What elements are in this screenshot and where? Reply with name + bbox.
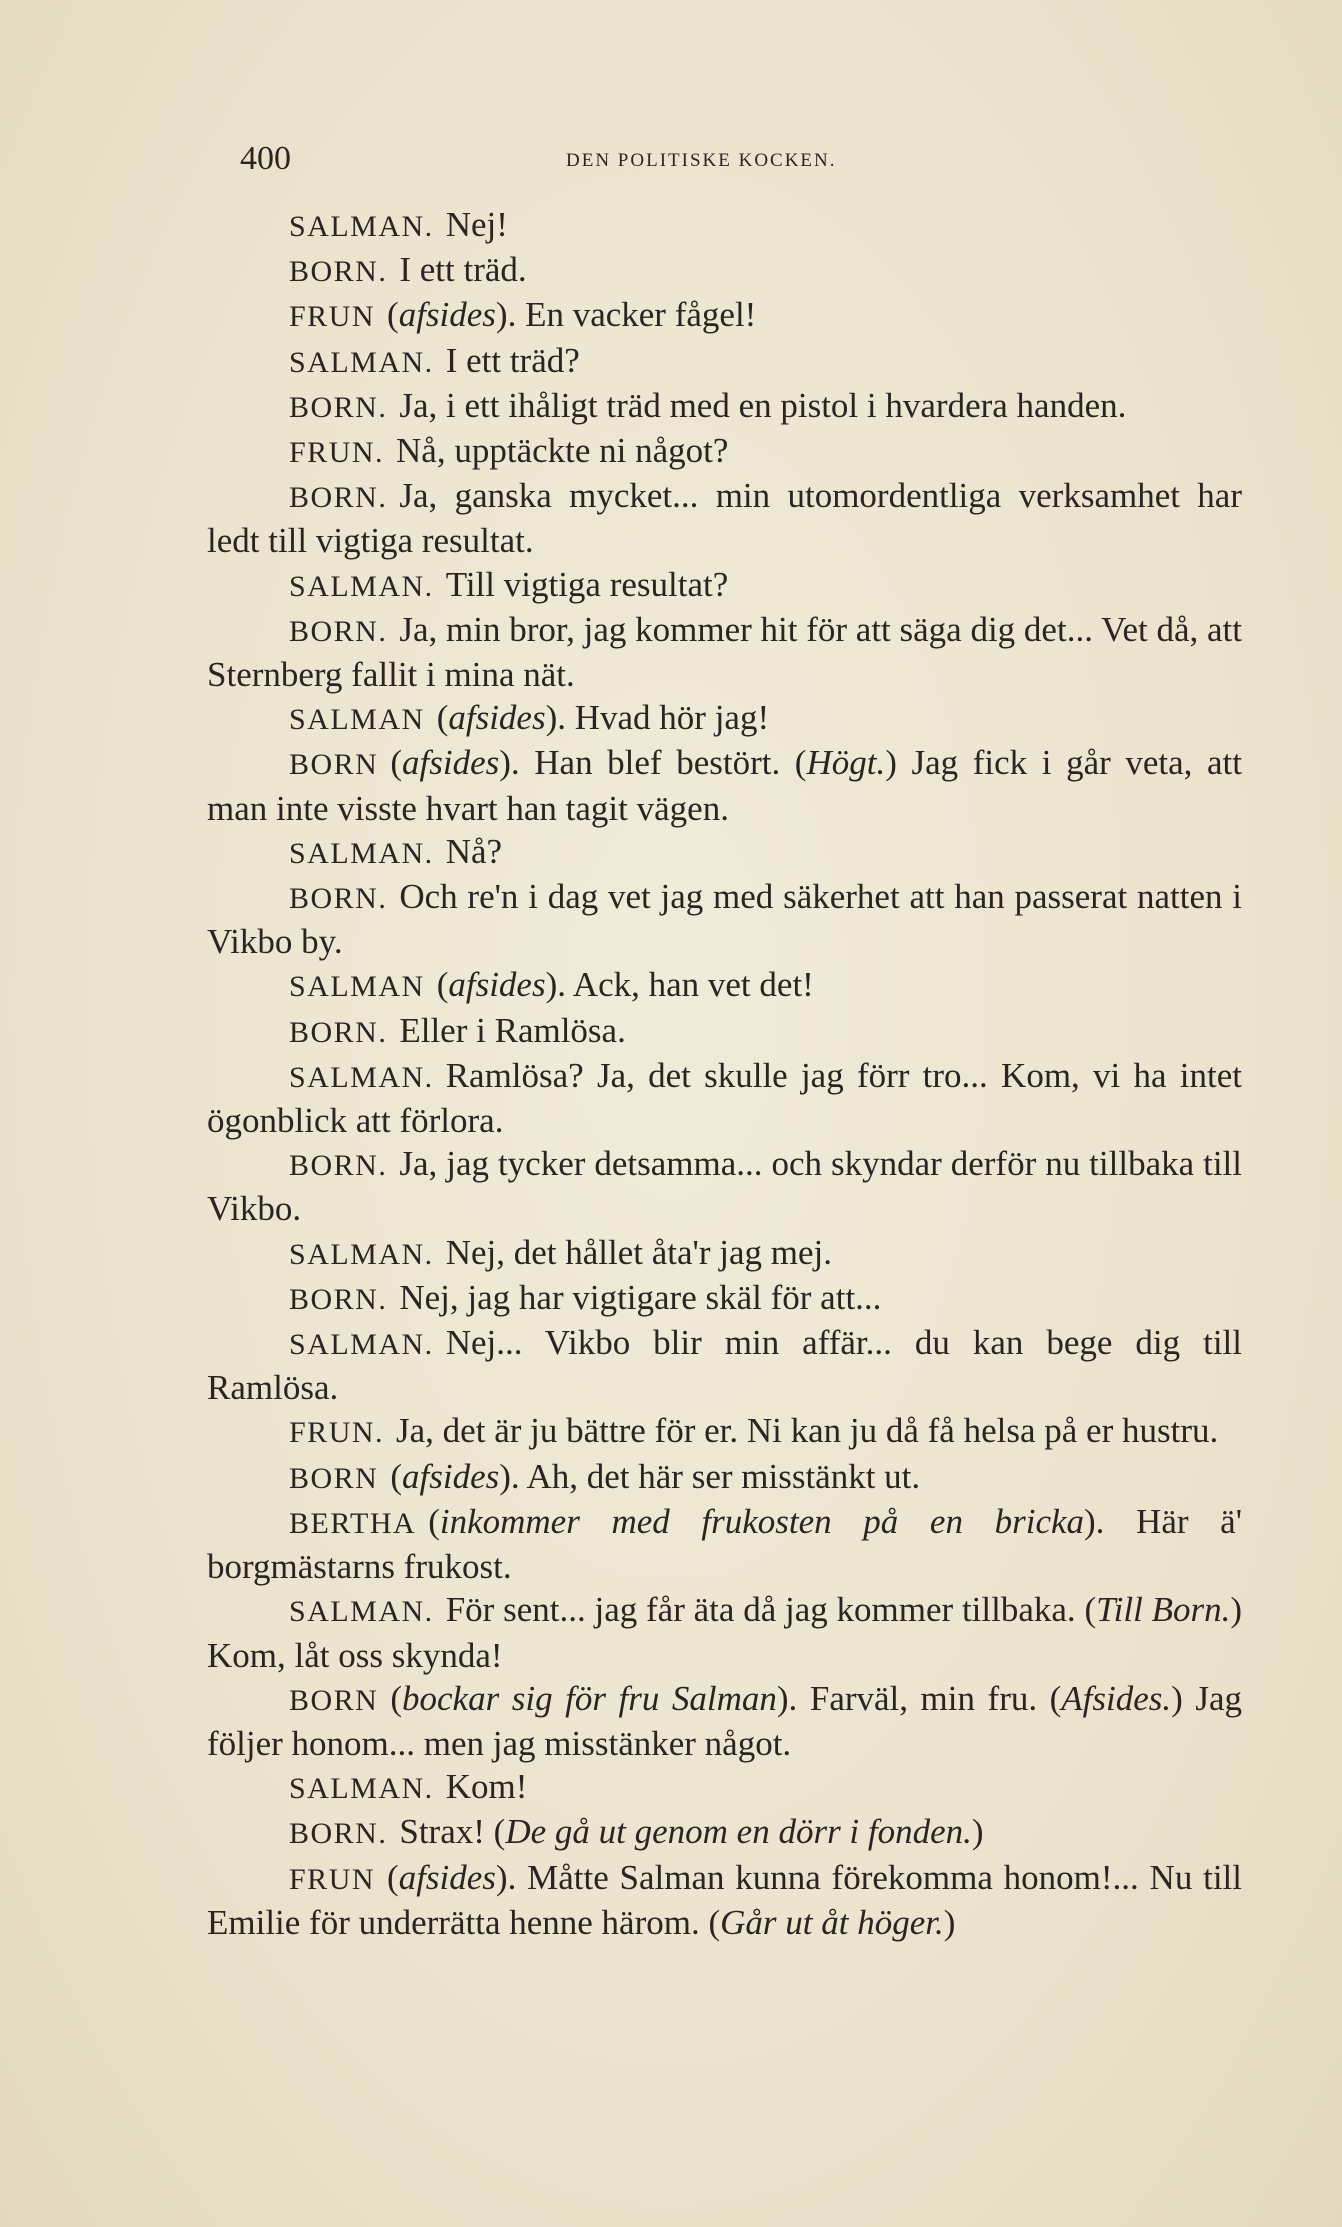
speaker-name: BORN [289,1683,379,1717]
speech-text: Nå? [445,831,503,871]
speech-text: ( [436,698,449,738]
speech-text: Nej... Vikbo blir min affär... du kan bege dig till Ramlösa. [207,1323,1242,1408]
speech-text: ) Jag fick i går veta, att man inte visste hvart han tagit vägen. [207,743,1243,828]
speech-text: Ja, i ett ihåligt träd med en pistol i hvardera handen. [399,385,1127,425]
speech-text: ( [387,1857,399,1897]
dialogue-line [207,429,1242,474]
dialogue-line [207,563,1242,608]
speech-text: Till vigtiga resultat? [445,564,729,604]
speaker-name: FRUN. [289,436,385,470]
speech-text: Nej, det hållet åta'r jag mej. [445,1232,832,1272]
stage-direction: bockar sig för fru Salman [402,1678,777,1718]
speech-text: Nej! [445,205,508,244]
dialogue-line [207,1677,1242,1765]
speaker-name: SALMAN. [289,1772,434,1806]
stage-direction: afsides [398,295,496,335]
running-head [240,140,1110,190]
speaker-name: BORN. [289,1015,388,1049]
speaker-name: SALMAN. [289,1060,434,1094]
speaker-name: BORN [289,1461,379,1495]
speech-text: ( [390,743,403,783]
speech-text: Ja, jag tycker detsamma... och skyndar derför nu tillbaka till Vikbo. [207,1144,1242,1229]
stage-direction: afsides [398,1857,496,1897]
speech-text: ). Hvad hör jag! [545,698,770,738]
dialogue-line [207,1321,1242,1409]
dialogue-line [207,1500,1242,1588]
speech-text: För sent... jag får äta då jag kommer tillbaka. ( [445,1590,1097,1630]
speech-text: Och re'n i dag vet jag med säkerhet att han passerat natten i Vikbo by. [207,877,1242,962]
dialogue-line [207,339,1242,384]
dialogue-line [207,1009,1242,1054]
dialogue-line [207,830,1242,875]
stage-direction: Högt. [806,743,886,783]
speaker-name: BERTHA [289,1506,417,1540]
speech-text: ) Jag följer honom... men jag misstänker något. [207,1678,1243,1763]
speech-text: Eller i Ramlösa. [399,1010,626,1050]
speech-text: Ja, det är ju bättre för er. Ni kan ju då få helsa på er hustru. [396,1411,1219,1451]
speaker-name: FRUN [289,300,376,334]
stage-direction: afsides [402,1456,500,1496]
dialogue-line [207,293,1242,338]
speaker-name: BORN. [289,614,388,648]
dialogue-text [207,203,1242,1944]
dialogue-line [207,1455,1242,1500]
speech-text: ( [387,295,399,335]
speaker-name: BORN. [289,1282,388,1316]
speaker-name: SALMAN. [289,345,434,379]
stage-direction: Går ut åt höger. [720,1902,944,1942]
dialogue-line [207,1409,1242,1454]
speech-text: ). Måtte Salman kunna förekomma honom!... Nu till Emilie för underrätta henne härom. ( [207,1857,1242,1942]
speech-text: ). Ack, han vet det! [545,965,814,1005]
speech-text: ). Farväl, min fru. ( [776,1678,1062,1718]
speech-text: Kom! [445,1767,528,1807]
speaker-name: SALMAN. [289,1595,434,1629]
dialogue-line [207,384,1242,429]
speaker-name: BORN. [289,1817,388,1851]
speaker-name: SALMAN. [289,1237,434,1271]
speech-text: ( [436,965,449,1005]
speech-text: ( [428,1501,440,1541]
speaker-name: FRUN [289,1862,376,1896]
speaker-name: SALMAN [289,970,425,1004]
speech-text: ). Här ä' borgmästarns frukost. [207,1501,1242,1587]
speech-text: Nå, upptäckte ni något? [396,431,729,471]
running-title: DEN POLITISKE KOCKEN. [566,150,837,171]
dialogue-line [207,1810,1242,1855]
speaker-name: SALMAN. [289,836,434,870]
speech-text: Ja, min bror, jag kommer hit för att säga dig det... Vet då, att Sternberg fallit i mina nät. [207,609,1242,695]
speech-text: Strax! ( [399,1812,506,1852]
stage-direction: De gå ut genom en dörr i fonden. [505,1812,972,1852]
speaker-name: SALMAN. [289,1328,434,1362]
dialogue-line [207,875,1242,963]
speaker-name: SALMAN. [289,569,434,603]
stage-direction: afsides [402,743,500,783]
dialogue-line [207,248,1242,293]
speech-text: ). Ah, det här ser misstänkt ut. [499,1456,921,1496]
speaker-name: BORN. [289,255,388,289]
stage-direction: inkommer med frukosten på en bricka [439,1501,1085,1541]
dialogue-line [207,741,1242,829]
stage-direction: Till Born. [1096,1590,1231,1630]
dialogue-line [207,203,1242,248]
dialogue-line [207,1765,1242,1810]
dialogue-line [207,474,1242,562]
speech-text: Ja, ganska mycket... min utomordentliga verksamhet har ledt till vigtiga resultat. [207,476,1242,561]
dialogue-line [207,963,1242,1008]
dialogue-line [207,1276,1242,1321]
dialogue-line [207,1231,1242,1276]
dialogue-line [207,1142,1242,1230]
speech-text: ). En vacker fågel! [495,295,757,335]
stage-direction: afsides [448,965,546,1005]
page-number: 400 [240,140,291,177]
dialogue-line [207,1588,1242,1676]
speaker-name: BORN. [289,390,388,424]
dialogue-line [207,696,1242,741]
speaker-name: BORN. [289,481,388,515]
speech-text: ) [943,1902,956,1942]
speech-text: Ramlösa? Ja, det skulle jag förr tro... Kom, vi ha intet ögonblick att förlora. [207,1055,1242,1141]
speaker-name: BORN [289,748,379,782]
speech-text: I ett träd. [399,250,527,290]
speech-text: I ett träd? [445,340,580,380]
speaker-name: BORN. [289,882,388,916]
speech-text: ) Kom, låt oss skynda! [207,1590,1242,1675]
dialogue-line [207,608,1242,696]
speech-text: ( [390,1456,403,1496]
speaker-name: SALMAN. [289,210,434,243]
speaker-name: FRUN. [289,1416,385,1450]
dialogue-line [207,1856,1242,1944]
stage-direction: Afsides. [1061,1678,1172,1718]
speech-text: ) [971,1812,984,1852]
speaker-name: BORN. [289,1149,388,1183]
stage-direction: afsides [448,698,546,738]
speech-text: ( [390,1678,403,1718]
speaker-name: SALMAN [289,703,425,737]
speech-text: Nej, jag har vigtigare skäl för att... [399,1277,882,1317]
speech-text: ). Han blef bestört. ( [499,743,807,783]
dialogue-line [207,1054,1242,1142]
